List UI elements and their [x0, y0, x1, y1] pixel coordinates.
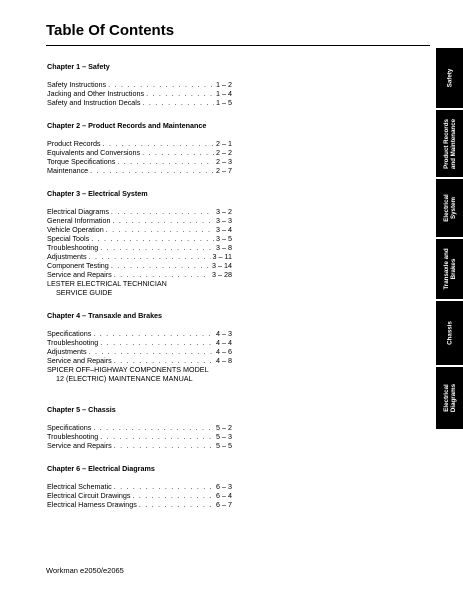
- chapter-title[interactable]: Chapter 6 – Electrical Diagrams: [47, 464, 155, 473]
- entry-label: Equivalents and Conversions: [47, 148, 141, 157]
- toc-entry[interactable]: [47, 500, 232, 509]
- toc-entry[interactable]: [47, 157, 232, 166]
- entry-page: 4 – 6: [216, 347, 232, 356]
- entry-label: Safety Instructions: [47, 80, 107, 89]
- toc-entry[interactable]: [47, 491, 232, 500]
- entry-label: Torque Specifications: [47, 157, 116, 166]
- entry-label: Troubleshooting: [47, 243, 99, 252]
- tab-label: Electrical System: [442, 194, 457, 222]
- leader-dots: [113, 216, 214, 225]
- entry-page: 4 – 3: [216, 329, 232, 338]
- tab-label: Safety: [446, 68, 453, 88]
- chapter-5: [47, 405, 232, 450]
- entry-page: 2 – 1: [216, 139, 232, 148]
- entry-label: Adjustments: [47, 252, 87, 261]
- leader-dots: [114, 356, 214, 365]
- entry-page: 3 – 8: [216, 243, 232, 252]
- chapter-title[interactable]: Chapter 4 – Transaxle and Brakes: [47, 311, 163, 320]
- toc-entry[interactable]: [47, 166, 232, 175]
- entry-label: Maintenance: [47, 166, 89, 175]
- toc-entry[interactable]: [47, 329, 232, 338]
- entry-label: Vehicle Operation: [47, 225, 104, 234]
- leader-dots: [106, 225, 214, 234]
- entry-page: 5 – 5: [216, 441, 232, 450]
- chapter-3: [47, 189, 232, 297]
- entry-page: 3 – 11: [212, 252, 232, 261]
- leader-dots: [132, 491, 214, 500]
- toc: [47, 62, 232, 523]
- reference-note[interactable]: SERVICE GUIDE: [56, 288, 113, 297]
- toc-entry[interactable]: [47, 234, 232, 243]
- entry-page: 5 – 2: [216, 423, 232, 432]
- leader-dots: [93, 423, 214, 432]
- chapter-1: [47, 62, 232, 107]
- entry-label: Specifications: [47, 329, 92, 338]
- toc-entry[interactable]: [47, 441, 232, 450]
- leader-dots: [91, 234, 214, 243]
- entry-label: Safety and Instruction Decals: [47, 98, 141, 107]
- toc-entry[interactable]: [47, 216, 232, 225]
- entry-page: 3 – 5: [216, 234, 232, 243]
- reference-note[interactable]: LESTER ELECTRICAL TECHNICIAN: [47, 279, 167, 288]
- chapter-tabs: [436, 48, 463, 431]
- entry-page: 1 – 4: [216, 89, 232, 98]
- entry-label: Service and Repairs: [47, 270, 112, 279]
- leader-dots: [93, 329, 214, 338]
- chapter-4: [47, 311, 232, 383]
- leader-dots: [142, 148, 214, 157]
- entry-label: Electrical Schematic: [47, 482, 112, 491]
- chapter-2: [47, 121, 232, 175]
- entry-page: 3 – 14: [212, 261, 232, 270]
- reference-note[interactable]: 12 (ELECTRIC) MAINTENANCE MANUAL: [56, 374, 193, 383]
- entry-label: Adjustments: [47, 347, 87, 356]
- leader-dots: [89, 347, 214, 356]
- toc-entry[interactable]: [47, 423, 232, 432]
- tab-label: Product Records and Maintenance: [442, 118, 457, 169]
- tab-label: Chassis: [446, 321, 453, 345]
- entry-page: 6 – 4: [216, 491, 232, 500]
- toc-entry[interactable]: [47, 482, 232, 491]
- leader-dots: [146, 89, 214, 98]
- entry-label: Electrical Diagrams: [47, 207, 109, 216]
- leader-dots: [108, 80, 214, 89]
- entry-label: Electrical Circuit Drawings: [47, 491, 131, 500]
- entry-page: 3 – 4: [216, 225, 232, 234]
- toc-entry[interactable]: [47, 207, 232, 216]
- entry-label: Troubleshooting: [47, 338, 99, 347]
- chapter-title[interactable]: Chapter 2 – Product Records and Maintenance: [47, 121, 207, 130]
- toc-entry[interactable]: [47, 148, 232, 157]
- toc-entry[interactable]: [47, 80, 232, 89]
- entry-page: 2 – 7: [216, 166, 232, 175]
- entry-label: Service and Repairs: [47, 441, 112, 450]
- leader-dots: [89, 252, 211, 261]
- leader-dots: [100, 432, 214, 441]
- entry-label: Troubleshooting: [47, 432, 99, 441]
- leader-dots: [90, 166, 214, 175]
- tab-label: Electrical Diagrams: [442, 383, 457, 413]
- toc-entry[interactable]: [47, 89, 232, 98]
- leader-dots: [143, 98, 215, 107]
- leader-dots: [114, 482, 214, 491]
- tab-product-records[interactable]: [436, 110, 463, 179]
- chapter-title[interactable]: Chapter 3 – Electrical System: [47, 189, 148, 198]
- entry-page: 5 – 3: [216, 432, 232, 441]
- entry-page: 1 – 2: [216, 80, 232, 89]
- entry-page: 4 – 4: [216, 338, 232, 347]
- chapter-title[interactable]: Chapter 5 – Chassis: [47, 405, 116, 414]
- chapter-title[interactable]: Chapter 1 – Safety: [47, 62, 110, 71]
- entry-label: General Information: [47, 216, 111, 225]
- entry-label: Product Records: [47, 139, 101, 148]
- toc-entry[interactable]: [47, 139, 232, 148]
- entry-page: 6 – 7: [216, 500, 232, 509]
- tab-transaxle-brakes[interactable]: [436, 239, 463, 301]
- entry-label: Specifications: [47, 423, 92, 432]
- entry-label: Service and Repairs: [47, 356, 112, 365]
- leader-dots: [114, 270, 210, 279]
- entry-label: Component Testing: [47, 261, 109, 270]
- toc-entry[interactable]: [47, 338, 232, 347]
- toc-entry[interactable]: [47, 270, 232, 279]
- page-title: Table Of Contents: [46, 22, 175, 39]
- leader-dots: [111, 207, 214, 216]
- tab-safety[interactable]: [436, 48, 463, 110]
- leader-dots: [117, 157, 214, 166]
- toc-entry[interactable]: [47, 225, 232, 234]
- leader-dots: [111, 261, 210, 270]
- leader-dots: [139, 500, 214, 509]
- tab-label: Transaxle and Brakes: [442, 248, 457, 290]
- toc-entry[interactable]: [47, 252, 232, 261]
- chapter-6: [47, 464, 232, 509]
- tab-electrical-system[interactable]: [436, 179, 463, 239]
- toc-entry[interactable]: [47, 98, 232, 107]
- toc-entry[interactable]: [47, 356, 232, 365]
- entry-label: Electrical Harness Drawings: [47, 500, 137, 509]
- toc-entry[interactable]: [47, 261, 232, 270]
- leader-dots: [114, 441, 214, 450]
- tab-electrical-diagrams[interactable]: [436, 367, 463, 431]
- entry-page: 2 – 3: [216, 157, 232, 166]
- entry-page: 1 – 5: [216, 98, 232, 107]
- reference-note[interactable]: SPICER OFF–HIGHWAY COMPONENTS MODEL: [47, 365, 209, 374]
- toc-entry[interactable]: [47, 347, 232, 356]
- toc-entry[interactable]: [47, 432, 232, 441]
- entry-page: 3 – 2: [216, 207, 232, 216]
- title-divider: [46, 45, 430, 46]
- entry-page: 4 – 8: [216, 356, 232, 365]
- entry-page: 3 – 28: [212, 270, 232, 279]
- leader-dots: [100, 243, 214, 252]
- toc-entry[interactable]: [47, 243, 232, 252]
- tab-chassis[interactable]: [436, 301, 463, 367]
- entry-page: 3 – 3: [216, 216, 232, 225]
- leader-dots: [103, 139, 214, 148]
- entry-page: 2 – 2: [216, 148, 232, 157]
- entry-label: Special Tools: [47, 234, 90, 243]
- leader-dots: [100, 338, 214, 347]
- page-footer: Workman e2050/e2065: [46, 566, 124, 575]
- entry-label: Jacking and Other Instructions: [47, 89, 145, 98]
- entry-page: 6 – 3: [216, 482, 232, 491]
